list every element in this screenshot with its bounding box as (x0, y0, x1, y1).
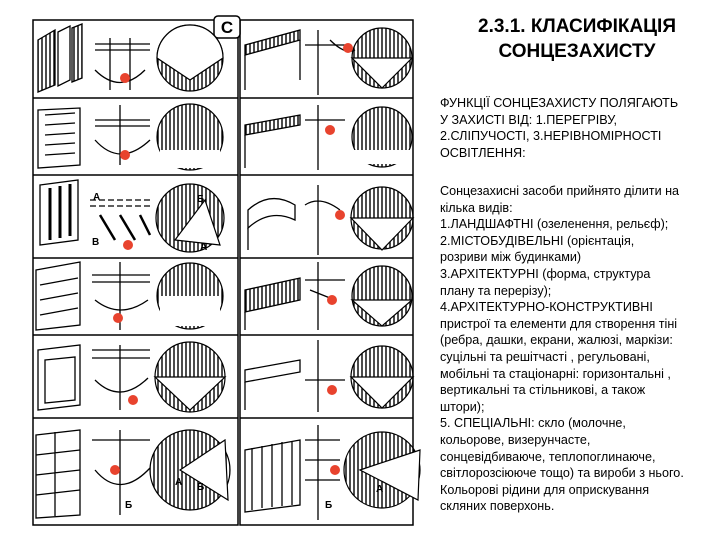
page-title (436, 14, 718, 64)
section-sketches (90, 38, 150, 515)
cell-label: А (200, 242, 208, 253)
text-line: ФУНКЦІЇ СОНЦЕЗАХИСТУ ПОЛЯГАЮТЬ (440, 96, 679, 110)
cell-label: А (93, 192, 101, 203)
cell-label: Б (325, 500, 333, 511)
title-line: 2.3.1. КЛАСИФІКАЦІЯ (478, 16, 676, 37)
text-line: пристрої та елементи для створення тіні (440, 316, 678, 331)
text-line: 4.АРХІТЕКТУРНО-КОНСТРУКТИВНІ (440, 300, 653, 315)
section-sketches-right (305, 30, 355, 520)
text-line: мобільні та стаціонарні: горизонтальні , (440, 366, 671, 381)
red-markers (110, 43, 353, 475)
types-paragraph (440, 183, 718, 515)
text-line: скляних поверхонь. (440, 499, 555, 514)
text-line: 2.СЛІПУЧОСТІ, 3.НЕРІВНОМІРНОСТІ (440, 129, 662, 143)
text-line: кольорове, визерунчасте, (440, 432, 591, 447)
corner-label: С (220, 18, 234, 37)
functions-paragraph (440, 95, 718, 161)
text-line: вертикальні та стільникові, а також (440, 383, 646, 398)
shade-device-sketches (245, 30, 300, 512)
text-line: (ребра, дашки, екрани, жалюзі, маркізи: (440, 333, 673, 348)
cell-label: Б (197, 194, 205, 205)
cell-label: В (92, 237, 100, 248)
text-line: розриви між будинками) (440, 250, 582, 265)
text-line: Кольорові рідини для оприскування (440, 482, 650, 497)
text-line: світлорозсіююче тощо) та вироби з нього. (440, 466, 684, 481)
text-line: кілька видів: (440, 200, 513, 215)
corner-label-box (214, 16, 240, 38)
text-line: ОСВІТЛЕННЯ: (440, 145, 526, 160)
cell-label: А (175, 477, 183, 488)
text-line: штори); (440, 399, 485, 414)
text-line: Сонцезахисні засоби прийнято ділити на (440, 184, 680, 198)
cell-label: Б (197, 482, 205, 493)
cell-label: А (376, 484, 384, 495)
text-line: У ЗАХИСТІ ВІД: 1.ПЕРЕГРІВУ, (440, 112, 618, 127)
text-line: 3.АРХІТЕКТУРНІ (форма, структура (440, 266, 651, 281)
title-line: СОНЦЕЗАХИСТУ (498, 41, 656, 62)
cell-label: Б (125, 500, 133, 511)
text-line: плану та перерізу); (440, 283, 552, 298)
text-line: суцільні та решітчасті , регульовані, (440, 349, 650, 364)
text-line: 1.ЛАНДШАФТНІ (озеленення, рельєф); (440, 217, 669, 232)
text-line: 2.МІСТОБУДІВЕЛЬНІ (орієнтація, (440, 233, 635, 248)
text-line: 5. СПЕЦІАЛЬНІ: скло (молочне, (440, 416, 626, 431)
text-line: сонцевідбиваюче, теплопоглинаюче, (440, 449, 656, 464)
circle-masks (155, 25, 420, 500)
